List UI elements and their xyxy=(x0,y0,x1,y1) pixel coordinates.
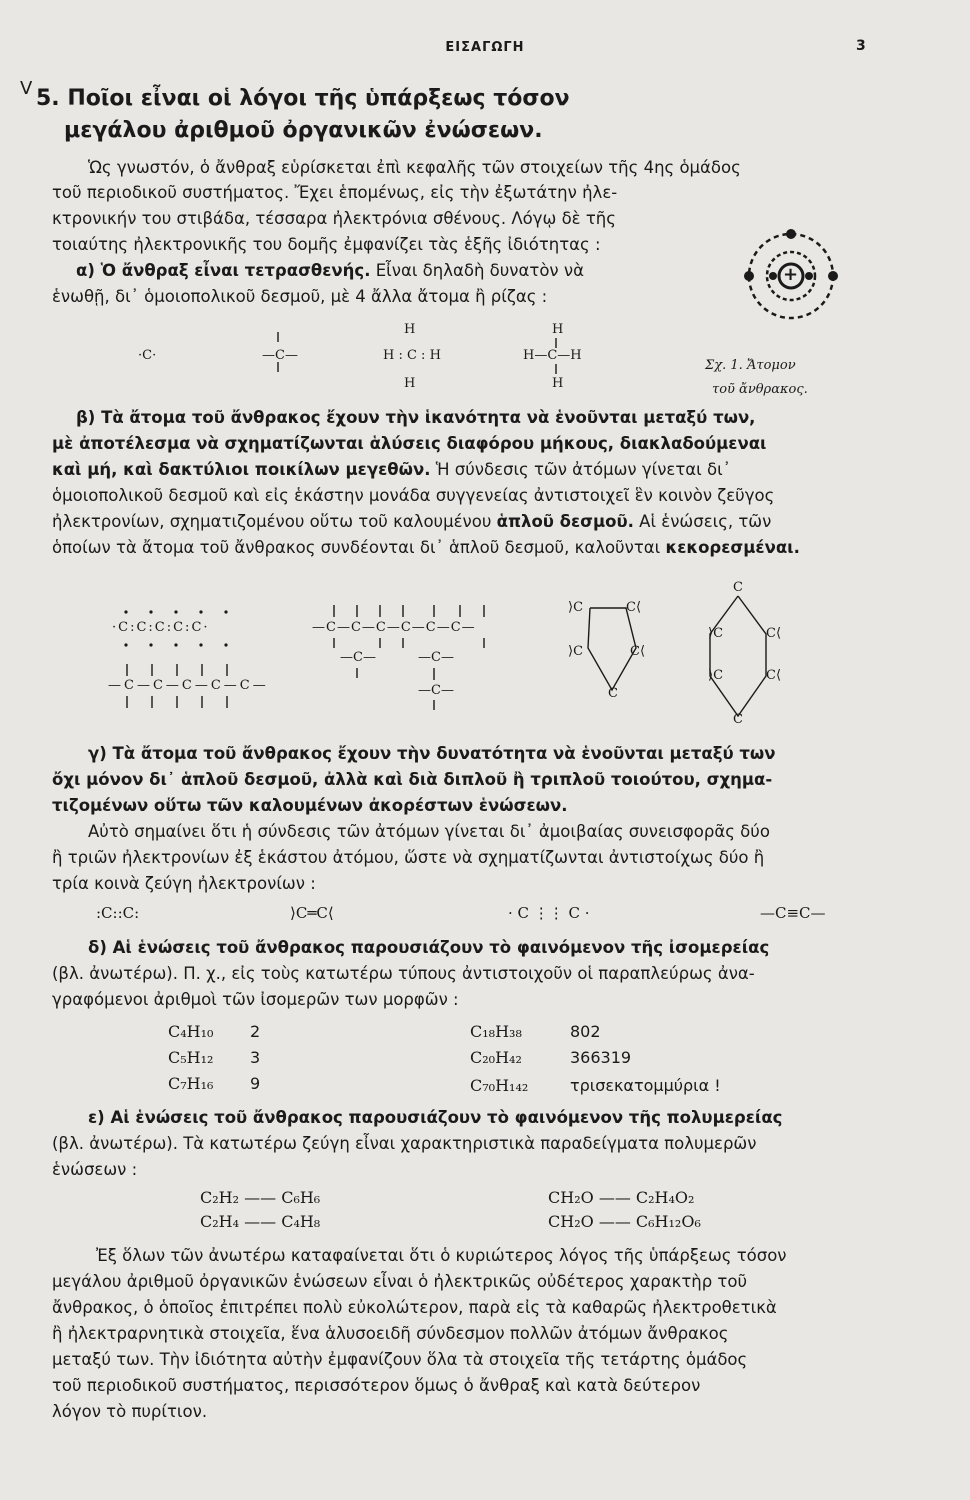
alpha-line2: ἑνωθῇ, δι᾽ ὁμοιοπολικοῦ δεσμοῦ, μὲ 4 ἄλλα ἄτομα ἢ ρίζας : xyxy=(52,287,548,306)
ring-c: C⟨ xyxy=(630,644,646,659)
beta-bold: κεκορεσμέναι. xyxy=(665,538,800,557)
margin-check-mark: V xyxy=(20,78,33,99)
conclusion-line: ἢ ἠλεκτραρνητικὰ στοιχεῖα, ἕνα ἁλυσοειδῆ σύνδεσμον πολλῶν ἀτόμων ἄνθρακος xyxy=(52,1324,729,1343)
isomer-formula: C₂₀H₄₂ xyxy=(470,1048,522,1067)
bond-double-dots: :C::C: xyxy=(96,904,140,922)
gamma-line: γ) Τὰ ἄτομα τοῦ ἄνθρακος ἔχουν τὴν δυνατότητα νὰ ἑνοῦνται μεταξύ των xyxy=(88,744,776,763)
epsilon-text: (βλ. ἀνωτέρω). xyxy=(52,1134,178,1153)
isomer-formula: C₇₀H₁₄₂ xyxy=(470,1076,529,1095)
isomer-formula: C₁₈H₃₈ xyxy=(470,1022,522,1041)
branch-c: —C— xyxy=(418,683,454,698)
conclusion-line: τοῦ περιοδικοῦ συστήματος, περισσότερον ὅμως ὁ ἄνθραξ καὶ κατὰ δεύτερον xyxy=(52,1376,701,1395)
formula-h-bottom: H xyxy=(552,376,564,391)
alpha-bold: α) Ὁ ἄνθραξ εἶναι τετρασθενής. xyxy=(76,261,371,280)
polymer-pair: C₂H₄ —— C₄H₈ xyxy=(200,1212,321,1231)
section-title-line2: μεγάλου ἀριθμοῦ ὀργανικῶν ἐνώσεων. xyxy=(64,118,543,143)
conclusion-line: λόγον τὸ πυρίτιον. xyxy=(52,1402,208,1421)
formula-c-bonds: —C— xyxy=(262,348,298,363)
isomer-formula: C₇H₁₆ xyxy=(168,1074,214,1093)
section-title-line1: 5. Ποῖοι εἶναι οἱ λόγοι τῆς ὑπάρξεως τόσον xyxy=(36,86,570,111)
chain-dots: ·C:C:C:C:C· xyxy=(112,620,210,635)
intro-line: κτρονικήν του στιβάδα, τέσσαρα ἠλεκτρόνια σθένους. Λόγῳ δὲ τῆς xyxy=(52,209,616,228)
ring-c: C⟨ xyxy=(766,668,782,683)
isomer-count: 366319 xyxy=(570,1048,632,1067)
delta-text: (βλ. ἀνωτέρω). xyxy=(52,964,178,983)
page-number: 3 xyxy=(856,38,866,54)
delta-line2 xyxy=(52,964,755,983)
figure-caption-line2: τοῦ ἄνθρακος. xyxy=(712,382,808,397)
beta-text: ὁποίων τὰ ἄτομα τοῦ ἄνθρακος συνδέονται δι᾽ ἁπλοῦ δεσμοῦ, καλοῦνται xyxy=(52,538,666,557)
chain-lines: —C—C—C—C—C— xyxy=(108,678,269,693)
ring-c: C⟨ xyxy=(626,600,642,615)
intro-line: τοιαύτης ἠλεκτρονικῆς του δομῆς ἐμφανίζει τὰς ἑξῆς ἰδιότητας : xyxy=(52,235,601,254)
delta-line: γραφόμενοι ἀριθμοὶ τῶν ἰσομερῶν των μορφῶν : xyxy=(52,990,459,1009)
ring-c: C xyxy=(733,712,743,727)
ring-c: ⟩C xyxy=(568,644,584,659)
epsilon-line: ἑνώσεων : xyxy=(52,1160,138,1179)
ring-c: ⟩C xyxy=(708,668,724,683)
conclusion-line: Ἐξ ὅλων τῶν ἀνωτέρω καταφαίνεται ὅτι ὁ κυριώτερος λόγος τῆς ὑπάρξεως τόσον xyxy=(96,1246,787,1265)
branched-chain: —C—C—C—C—C—C— xyxy=(312,620,476,635)
beta-line: β) Τὰ ἄτομα τοῦ ἄνθρακος ἔχουν τὴν ἱκανότητα νὰ ἑνοῦνται μεταξύ των, xyxy=(76,408,756,427)
running-header: ΕΙΣΑΓΩΓΗ xyxy=(445,40,525,55)
polymer-pair: CH₂O —— C₂H₄O₂ xyxy=(548,1188,695,1207)
isomer-count: 802 xyxy=(570,1022,601,1041)
conclusion-line: ἄνθρακος, ὁ ὁποῖος ἐπιτρέπει πολὺ εὐκολώτερον, παρὰ εἰς τὰ καθαρῶς ἠλεκτροθετικὰ xyxy=(52,1298,777,1317)
isomer-formula: C₄H₁₀ xyxy=(168,1022,214,1041)
gamma-line: τρία κοινὰ ζεύγη ἠλεκτρονίων : xyxy=(52,874,316,893)
ring-c: ⟩C xyxy=(708,626,724,641)
conclusion-line: μεταξύ των. Τὴν ἰδιότητα αὐτὴν ἐμφανίζουν ὅλα τὰ στοιχεῖα τῆς τετάρτης ὁμάδος xyxy=(52,1350,748,1369)
formula-hch-dots: H : C : H xyxy=(383,348,441,363)
gamma-line: ἢ τριῶν ἠλεκτρονίων ἐξ ἑκάστου ἀτόμου, ὥστε νὰ σχηματίζωνται ἀντιστοίχως δύο ἢ xyxy=(52,848,765,867)
isomer-count: 9 xyxy=(250,1074,261,1093)
epsilon-line2 xyxy=(52,1134,756,1153)
branch-c: —C— xyxy=(418,650,454,665)
nucleus-plus: + xyxy=(783,264,799,285)
isomer-count: τρισεκατομμύρια ! xyxy=(570,1076,721,1095)
beta-text: Αἱ ἑνώσεις, τῶν xyxy=(633,512,772,531)
formula-h-top: H xyxy=(404,322,416,337)
bond-double-line: ⟩C═C⟨ xyxy=(290,904,334,922)
beta-bold: ἁπλοῦ δεσμοῦ. xyxy=(496,512,634,531)
bond-triple-line: —C≡C— xyxy=(760,904,826,922)
alpha-rest: Εἶναι δηλαδὴ δυνατὸν νὰ xyxy=(370,261,584,280)
beta-rest: Ἡ σύνδεσις τῶν ἀτόμων γίνεται δι᾽ xyxy=(430,460,731,479)
delta-line: δ) Αἱ ἑνώσεις τοῦ ἄνθρακος παρουσιάζουν τὸ φαινόμενον τῆς ἰσομερείας xyxy=(88,938,770,957)
isomer-count: 3 xyxy=(250,1048,261,1067)
isomer-count: 2 xyxy=(250,1022,261,1041)
delta-text: Π. χ., εἰς τοὺς κατωτέρω τύπους ἀντιστοιχοῦν οἱ παραπλεύρως ἀνα- xyxy=(177,964,755,983)
beta-text: ἠλεκτρονίων, σχηματιζομένου οὕτω τοῦ καλουμένου xyxy=(52,512,497,531)
gamma-line: ὄχι μόνον δι᾽ ἁπλοῦ δεσμοῦ, ἀλλὰ καὶ διὰ διπλοῦ ἢ τριπλοῦ τοιούτου, σχημα- xyxy=(52,770,773,789)
isomer-formula: C₅H₁₂ xyxy=(168,1048,214,1067)
branch-c: —C— xyxy=(340,650,376,665)
intro-line: Ὡς γνωστόν, ὁ ἄνθραξ εὑρίσκεται ἐπὶ κεφαλῆς τῶν στοιχείων τῆς 4ης ὁμάδος xyxy=(88,158,741,177)
beta-line: μὲ ἀποτέλεσμα νὰ σχηματίζωνται ἁλύσεις διαφόρου μήκους, διακλαδούμεναι xyxy=(52,434,767,453)
ring-c: C xyxy=(608,686,618,701)
intro-line: τοῦ περιοδικοῦ συστήματος. Ἔχει ἑπομένως, εἰς τὴν ἐξωτάτην ἠλε- xyxy=(52,183,618,202)
polymer-pair: CH₂O —— C₆H₁₂O₆ xyxy=(548,1212,701,1231)
gamma-line: Αὐτὸ σημαίνει ὅτι ἡ σύνδεσις τῶν ἀτόμων γίνεται δι᾽ ἀμοιβαίας συνεισφορᾶς δύο xyxy=(88,822,770,841)
polymer-pair: C₂H₂ —— C₆H₆ xyxy=(200,1188,321,1207)
ring-c: C⟨ xyxy=(766,626,782,641)
ring-c: C xyxy=(733,580,743,595)
gamma-line: τιζομένων οὕτω τῶν καλουμένων ἀκορέστων ἑνώσεων. xyxy=(52,796,568,815)
formula-h-bottom: H xyxy=(404,376,416,391)
ring-c: ⟩C xyxy=(568,600,584,615)
figure-caption-line1: Σχ. 1. Ἄτομον xyxy=(705,358,796,373)
epsilon-text: Τὰ κατωτέρω ζεύγη εἶναι χαρακτηριστικὰ παραδείγματα πολυμερῶν xyxy=(177,1134,757,1153)
formula-h-top: H xyxy=(552,322,564,337)
conclusion-line: μεγάλου ἀριθμοῦ ὀργανικῶν ἑνώσεων εἶναι ὁ ἠλεκτρικῶς οὐδέτερος χαρακτὴρ τοῦ xyxy=(52,1272,748,1291)
beta-line: ὁμοιοπολικοῦ δεσμοῦ καὶ εἰς ἑκάστην μονάδα συγγενείας ἀντιστοιχεῖ ἓν κοινὸν ζεῦγος xyxy=(52,486,775,505)
epsilon-line: ε) Αἱ ἑνώσεις τοῦ ἄνθρακος παρουσιάζουν τὸ φαινόμενον τῆς πολυμερείας xyxy=(88,1108,783,1127)
beta-bold: καὶ μή, καὶ δακτύλιοι ποικίλων μεγεθῶν. xyxy=(52,460,431,479)
formula-c-dots: ·C· xyxy=(138,348,157,363)
formula-hch-lines: H—C—H xyxy=(523,348,582,363)
bond-triple-dots: · C ⋮⋮ C · xyxy=(508,904,590,922)
